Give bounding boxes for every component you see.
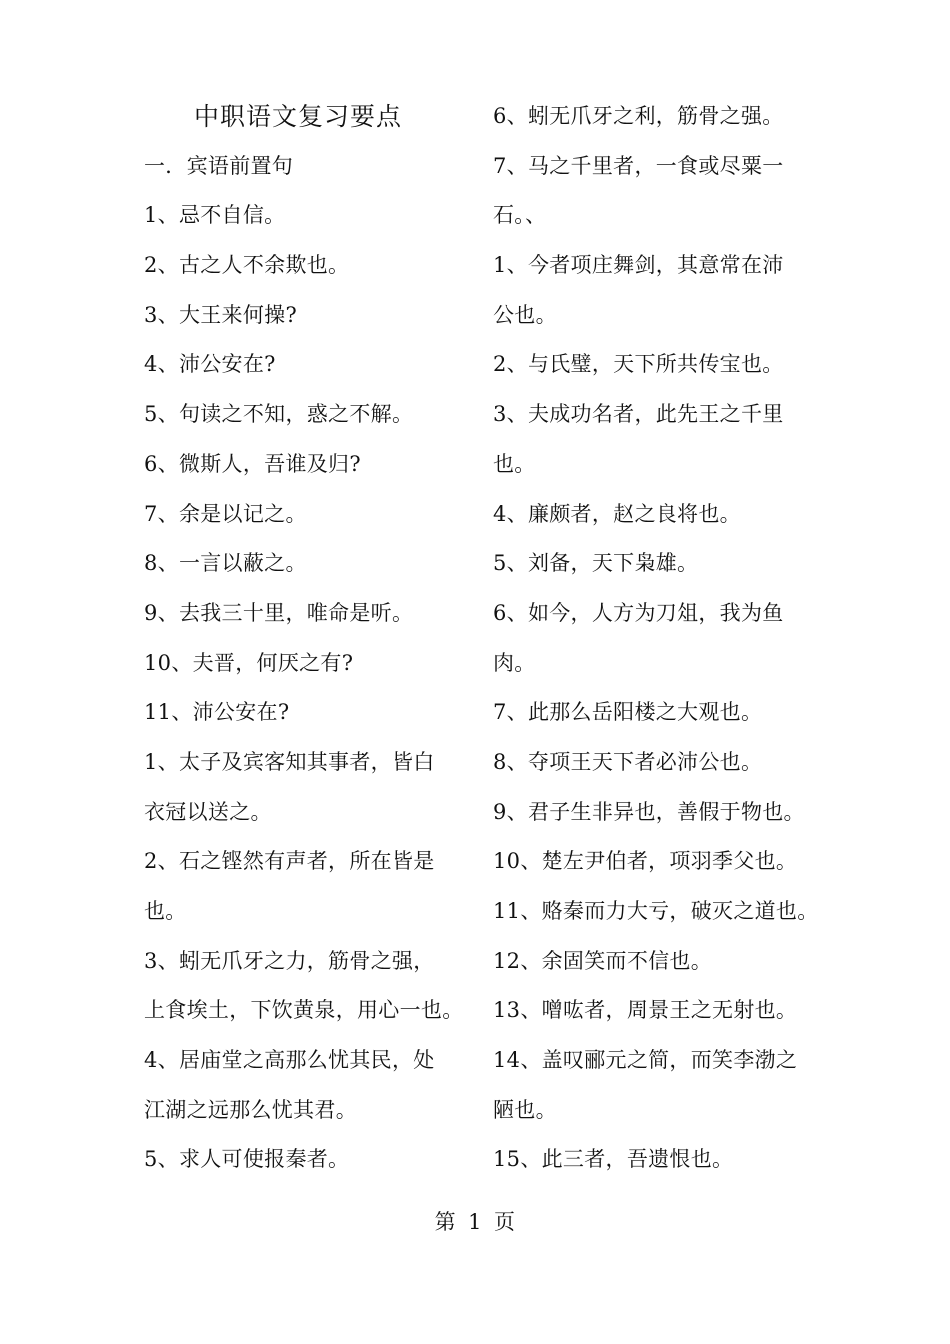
text-line: 衣冠以送之。 [144, 799, 272, 824]
text-line: 1、太子及宾客知其事者，皆白 [144, 749, 435, 774]
text-line: 陋也。 [493, 1097, 557, 1122]
text-line: 肉。 [493, 650, 536, 675]
text-line: 7、马之千里者，一食或尽粟一 [493, 153, 784, 178]
text-line: 6、蚓无爪牙之利，筋骨之强。 [493, 104, 784, 128]
page-footer [0, 1206, 950, 1236]
footer-page-number: 1 [468, 1210, 482, 1234]
text-line: 2、与氏璧，天下所共传宝也。 [493, 352, 784, 377]
text-line: 5、刘备，天下枭雄。 [493, 551, 699, 576]
text-line: 6、微斯人，吾谁及归? [144, 451, 361, 476]
text-line: 3、蚓无爪牙之力，筋骨之强， [144, 948, 435, 973]
text-line: 一．宾语前置句 [144, 153, 294, 178]
left-column [144, 92, 474, 1185]
right-column [493, 92, 823, 1185]
text-line: 2、古之人不余欺也。 [144, 253, 350, 278]
text-line: 5、求人可使报秦者。 [144, 1147, 350, 1172]
text-line: 7、余是以记之。 [144, 501, 307, 526]
text-line: 公也。 [493, 302, 557, 327]
text-line: 4、居庙堂之高那么忧其民，处 [144, 1048, 435, 1073]
text-line: 6、如今，人方为刀俎，我为鱼 [493, 600, 784, 625]
text-line: 9、君子生非异也，善假于物也。 [493, 799, 805, 824]
text-line: 1、今者项庄舞剑，其意常在沛 [493, 253, 784, 278]
page-title: 中职语文复习要点 [194, 102, 403, 131]
text-line: 也。 [144, 899, 187, 923]
text-line: 14、盖叹郦元之简，而笑李渤之 [493, 1048, 798, 1073]
text-line: 12、余固笑而不信也。 [493, 948, 713, 973]
text-line: 石。、 [493, 203, 547, 228]
text-line: 3、夫成功名者，此先王之千里 [493, 402, 784, 427]
text-line: 5、句读之不知，惑之不解。 [144, 402, 414, 427]
text-line: 上食埃土，下饮黄泉，用心一也。 [144, 998, 464, 1023]
text-line: 8、一言以蔽之。 [144, 551, 307, 576]
text-line: 13、噌吰者，周景王之无射也。 [493, 998, 798, 1023]
text-line: 江湖之远那么忧其君。 [144, 1097, 357, 1122]
text-line: 2、石之铿然有声者，所在皆是 [144, 849, 435, 874]
footer-suffix: 页 [493, 1210, 516, 1234]
left-column-lines [144, 142, 474, 1185]
text-line: 4、廉颇者，赵之良将也。 [493, 501, 741, 526]
text-line: 11、沛公安在? [144, 700, 290, 725]
text-line: 15、此三者，吾遗恨也。 [493, 1147, 734, 1172]
text-line: 10、楚左尹伯者，项羽季父也。 [493, 849, 798, 874]
footer-prefix: 第 [434, 1210, 457, 1234]
text-line: 4、沛公安在? [144, 352, 276, 377]
text-line: 11、赂秦而力大亏，破灭之道也。 [493, 899, 819, 923]
text-line: 8、夺项王天下者必沛公也。 [493, 749, 763, 774]
text-line: 也。 [493, 451, 536, 476]
text-line: 1、忌不自信。 [144, 203, 286, 228]
text-line: 9、去我三十里，唯命是听。 [144, 600, 414, 625]
right-column-lines [493, 92, 823, 1185]
text-line: 10、夫晋，何厌之有? [144, 650, 354, 675]
text-line: 3、大王来何操? [144, 302, 298, 327]
text-line: 7、此那么岳阳楼之大观也。 [493, 700, 763, 725]
